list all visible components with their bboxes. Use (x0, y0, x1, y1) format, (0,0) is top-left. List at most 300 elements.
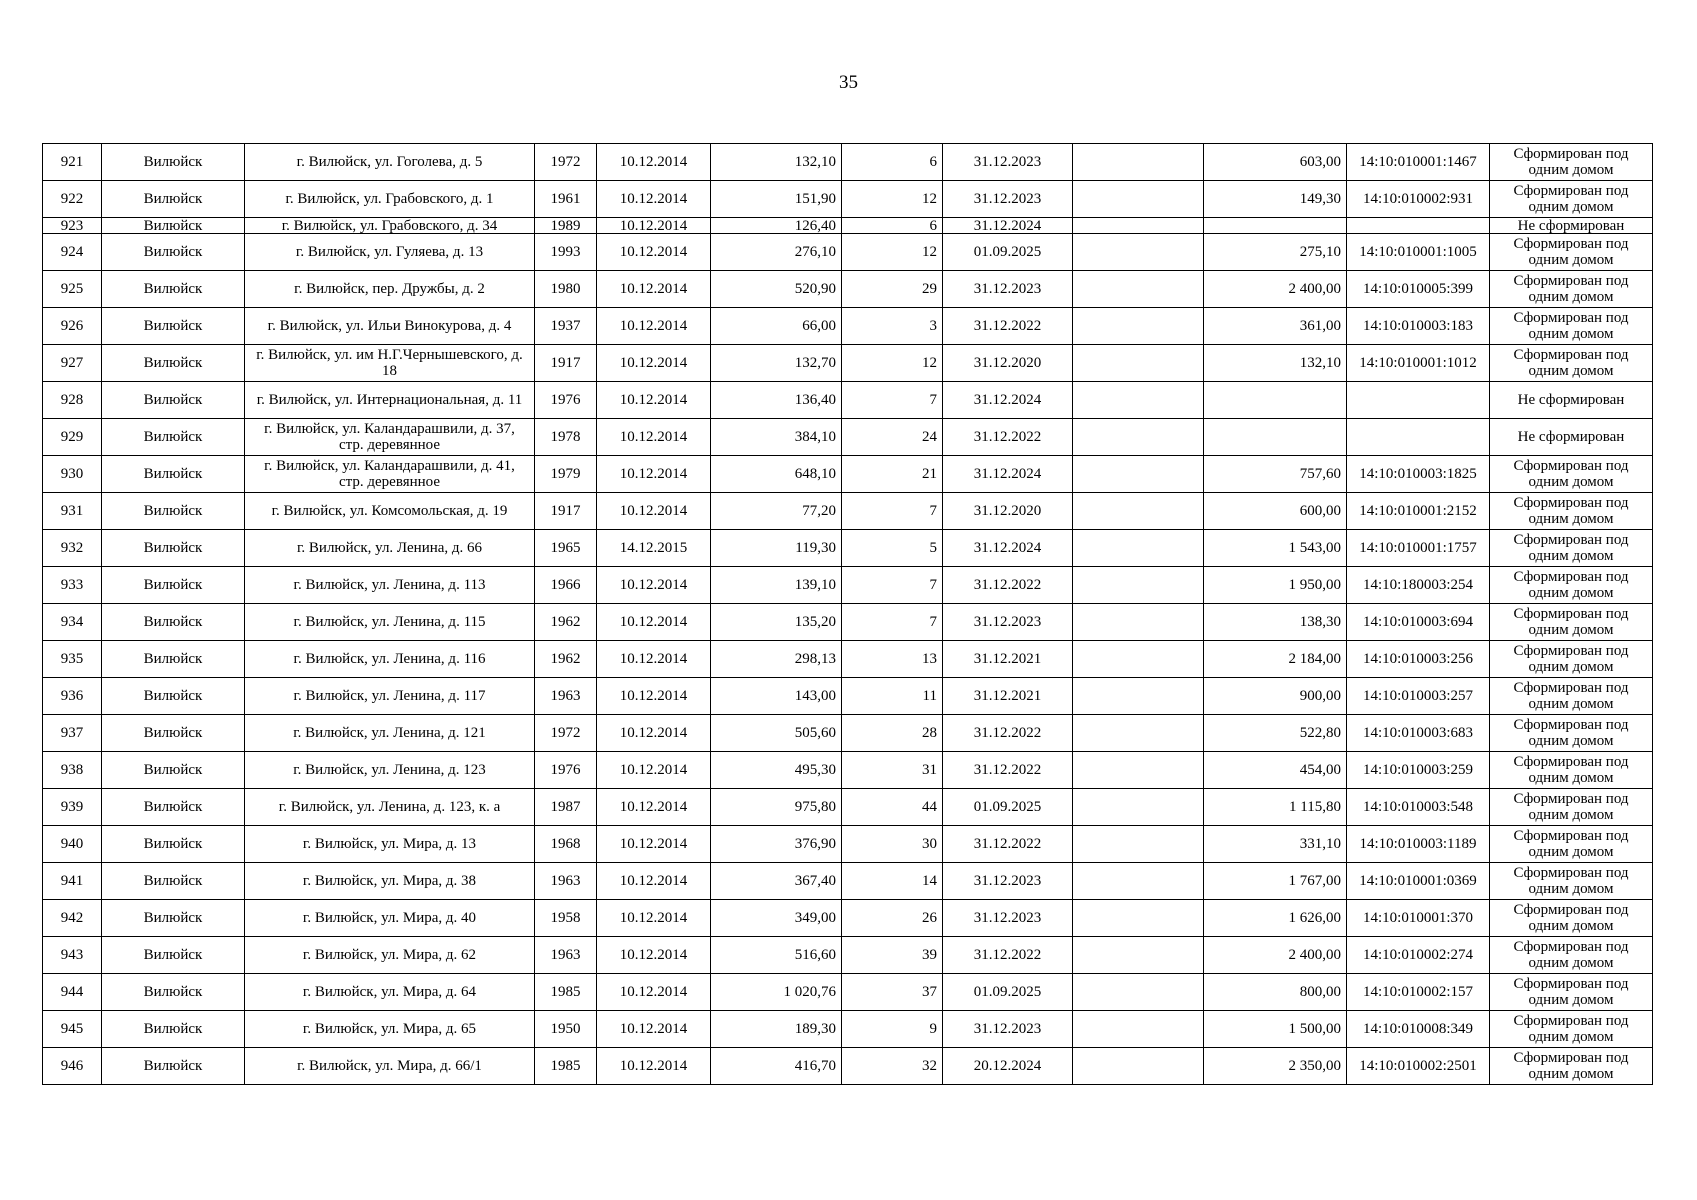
residents-cell: 3 (842, 308, 943, 345)
deadline-cell: 31.12.2021 (943, 641, 1073, 678)
blank-cell (1073, 567, 1204, 604)
residents-cell: 39 (842, 937, 943, 974)
land-area-cell: 900,00 (1204, 678, 1347, 715)
land-status-cell: Сформирован под одним домом (1490, 567, 1653, 604)
residents-cell: 5 (842, 530, 943, 567)
date-cell: 10.12.2014 (597, 937, 711, 974)
address-cell: г. Вилюйск, ул. Ленина, д. 113 (245, 567, 535, 604)
row-number: 924 (43, 234, 102, 271)
land-status-cell: Сформирован под одним домом (1490, 345, 1653, 382)
table-row (43, 308, 1653, 345)
land-area-cell: 1 543,00 (1204, 530, 1347, 567)
blank-cell (1073, 715, 1204, 752)
table-row (43, 493, 1653, 530)
land-status-cell: Сформирован под одним домом (1490, 678, 1653, 715)
year-cell: 1976 (535, 382, 597, 419)
settlement-cell: Вилюйск (102, 937, 245, 974)
residents-cell: 7 (842, 567, 943, 604)
area-cell: 132,10 (711, 144, 842, 181)
area-cell: 189,30 (711, 1011, 842, 1048)
land-area-cell: 331,10 (1204, 826, 1347, 863)
blank-cell (1073, 789, 1204, 826)
land-status-cell: Сформирован под одним домом (1490, 863, 1653, 900)
cadastral-number-cell (1347, 382, 1490, 419)
cadastral-number-cell: 14:10:180003:254 (1347, 567, 1490, 604)
row-number: 946 (43, 1048, 102, 1085)
date-cell: 10.12.2014 (597, 218, 711, 234)
settlement-cell: Вилюйск (102, 900, 245, 937)
land-status-cell: Сформирован под одним домом (1490, 181, 1653, 218)
land-area-cell: 603,00 (1204, 144, 1347, 181)
address-cell: г. Вилюйск, ул. Ленина, д. 117 (245, 678, 535, 715)
table-row (43, 144, 1653, 181)
land-status-cell: Сформирован под одним домом (1490, 789, 1653, 826)
date-cell: 10.12.2014 (597, 144, 711, 181)
settlement-cell: Вилюйск (102, 530, 245, 567)
area-cell: 1 020,76 (711, 974, 842, 1011)
cadastral-number-cell: 14:10:010003:1825 (1347, 456, 1490, 493)
table-body (43, 144, 1653, 1085)
area-cell: 384,10 (711, 419, 842, 456)
year-cell: 1962 (535, 641, 597, 678)
settlement-cell: Вилюйск (102, 218, 245, 234)
deadline-cell: 31.12.2024 (943, 530, 1073, 567)
area-cell: 376,90 (711, 826, 842, 863)
deadline-cell: 31.12.2022 (943, 308, 1073, 345)
year-cell: 1965 (535, 530, 597, 567)
residents-cell: 31 (842, 752, 943, 789)
year-cell: 1937 (535, 308, 597, 345)
land-status-cell: Сформирован под одним домом (1490, 271, 1653, 308)
cadastral-number-cell: 14:10:010001:370 (1347, 900, 1490, 937)
row-number: 929 (43, 419, 102, 456)
land-area-cell (1204, 382, 1347, 419)
area-cell: 367,40 (711, 863, 842, 900)
deadline-cell: 31.12.2022 (943, 715, 1073, 752)
deadline-cell: 31.12.2024 (943, 382, 1073, 419)
cadastral-number-cell: 14:10:010008:349 (1347, 1011, 1490, 1048)
cadastral-number-cell: 14:10:010001:1012 (1347, 345, 1490, 382)
table-row (43, 826, 1653, 863)
land-area-cell: 454,00 (1204, 752, 1347, 789)
deadline-cell: 01.09.2025 (943, 789, 1073, 826)
date-cell: 10.12.2014 (597, 1011, 711, 1048)
settlement-cell: Вилюйск (102, 271, 245, 308)
table-row (43, 604, 1653, 641)
date-cell: 10.12.2014 (597, 826, 711, 863)
area-cell: 66,00 (711, 308, 842, 345)
land-area-cell: 2 400,00 (1204, 937, 1347, 974)
blank-cell (1073, 419, 1204, 456)
page-number: 35 (839, 72, 858, 93)
land-status-cell: Не сформирован (1490, 419, 1653, 456)
area-cell: 516,60 (711, 937, 842, 974)
blank-cell (1073, 144, 1204, 181)
blank-cell (1073, 234, 1204, 271)
date-cell: 10.12.2014 (597, 900, 711, 937)
cadastral-number-cell: 14:10:010003:256 (1347, 641, 1490, 678)
deadline-cell: 31.12.2020 (943, 345, 1073, 382)
cadastral-number-cell: 14:10:010002:2501 (1347, 1048, 1490, 1085)
deadline-cell: 31.12.2023 (943, 271, 1073, 308)
row-number: 930 (43, 456, 102, 493)
row-number: 928 (43, 382, 102, 419)
area-cell: 126,40 (711, 218, 842, 234)
blank-cell (1073, 308, 1204, 345)
address-cell: г. Вилюйск, ул. Грабовского, д. 1 (245, 181, 535, 218)
land-status-cell: Не сформирован (1490, 218, 1653, 234)
area-cell: 136,40 (711, 382, 842, 419)
table-row (43, 567, 1653, 604)
address-cell: г. Вилюйск, ул. Мира, д. 64 (245, 974, 535, 1011)
land-area-cell (1204, 419, 1347, 456)
date-cell: 10.12.2014 (597, 1048, 711, 1085)
deadline-cell: 31.12.2023 (943, 144, 1073, 181)
deadline-cell: 31.12.2022 (943, 826, 1073, 863)
table-row (43, 271, 1653, 308)
land-status-cell: Сформирован под одним домом (1490, 826, 1653, 863)
land-area-cell (1204, 218, 1347, 234)
table-row (43, 789, 1653, 826)
land-status-cell: Сформирован под одним домом (1490, 530, 1653, 567)
settlement-cell: Вилюйск (102, 715, 245, 752)
cadastral-number-cell: 14:10:010003:257 (1347, 678, 1490, 715)
cadastral-number-cell: 14:10:010002:157 (1347, 974, 1490, 1011)
row-number: 921 (43, 144, 102, 181)
deadline-cell: 20.12.2024 (943, 1048, 1073, 1085)
table-row (43, 456, 1653, 493)
table-row (43, 419, 1653, 456)
address-cell: г. Вилюйск, ул. Ленина, д. 115 (245, 604, 535, 641)
row-number: 941 (43, 863, 102, 900)
land-status-cell: Сформирован под одним домом (1490, 641, 1653, 678)
settlement-cell: Вилюйск (102, 419, 245, 456)
land-status-cell: Сформирован под одним домом (1490, 900, 1653, 937)
address-cell: г. Вилюйск, ул. Мира, д. 62 (245, 937, 535, 974)
address-cell: г. Вилюйск, ул. Ленина, д. 121 (245, 715, 535, 752)
residents-cell: 12 (842, 345, 943, 382)
settlement-cell: Вилюйск (102, 345, 245, 382)
deadline-cell: 31.12.2022 (943, 937, 1073, 974)
settlement-cell: Вилюйск (102, 974, 245, 1011)
land-status-cell: Сформирован под одним домом (1490, 308, 1653, 345)
settlement-cell: Вилюйск (102, 1011, 245, 1048)
row-number: 935 (43, 641, 102, 678)
land-area-cell: 138,30 (1204, 604, 1347, 641)
address-cell: г. Вилюйск, ул. им Н.Г.Чернышевского, д. 18 (245, 345, 535, 382)
deadline-cell: 31.12.2023 (943, 1011, 1073, 1048)
row-number: 933 (43, 567, 102, 604)
table-row (43, 937, 1653, 974)
settlement-cell: Вилюйск (102, 567, 245, 604)
blank-cell (1073, 218, 1204, 234)
settlement-cell: Вилюйск (102, 1048, 245, 1085)
year-cell: 1961 (535, 181, 597, 218)
date-cell: 10.12.2014 (597, 345, 711, 382)
area-cell: 975,80 (711, 789, 842, 826)
table-row (43, 974, 1653, 1011)
address-cell: г. Вилюйск, ул. Ленина, д. 123, к. а (245, 789, 535, 826)
residents-cell: 11 (842, 678, 943, 715)
blank-cell (1073, 826, 1204, 863)
residents-cell: 14 (842, 863, 943, 900)
blank-cell (1073, 456, 1204, 493)
cadastral-number-cell: 14:10:010001:1005 (1347, 234, 1490, 271)
address-cell: г. Вилюйск, ул. Мира, д. 13 (245, 826, 535, 863)
blank-cell (1073, 678, 1204, 715)
table-row (43, 181, 1653, 218)
land-area-cell: 132,10 (1204, 345, 1347, 382)
cadastral-number-cell: 14:10:010001:1757 (1347, 530, 1490, 567)
residents-cell: 6 (842, 144, 943, 181)
row-number: 927 (43, 345, 102, 382)
residents-cell: 29 (842, 271, 943, 308)
land-area-cell: 1 626,00 (1204, 900, 1347, 937)
deadline-cell: 31.12.2020 (943, 493, 1073, 530)
area-cell: 416,70 (711, 1048, 842, 1085)
land-status-cell: Сформирован под одним домом (1490, 752, 1653, 789)
year-cell: 1968 (535, 826, 597, 863)
land-area-cell: 2 400,00 (1204, 271, 1347, 308)
address-cell: г. Вилюйск, ул. Ленина, д. 123 (245, 752, 535, 789)
date-cell: 10.12.2014 (597, 567, 711, 604)
deadline-cell: 31.12.2022 (943, 752, 1073, 789)
area-cell: 135,20 (711, 604, 842, 641)
year-cell: 1993 (535, 234, 597, 271)
date-cell: 10.12.2014 (597, 382, 711, 419)
land-status-cell: Сформирован под одним домом (1490, 234, 1653, 271)
land-status-cell: Сформирован под одним домом (1490, 1011, 1653, 1048)
date-cell: 10.12.2014 (597, 678, 711, 715)
row-number: 932 (43, 530, 102, 567)
residents-cell: 9 (842, 1011, 943, 1048)
settlement-cell: Вилюйск (102, 678, 245, 715)
date-cell: 10.12.2014 (597, 863, 711, 900)
residents-cell: 32 (842, 1048, 943, 1085)
table-row (43, 1011, 1653, 1048)
residents-cell: 12 (842, 181, 943, 218)
cadastral-number-cell: 14:10:010003:1189 (1347, 826, 1490, 863)
address-cell: г. Вилюйск, ул. Мира, д. 40 (245, 900, 535, 937)
settlement-cell: Вилюйск (102, 308, 245, 345)
land-area-cell: 522,80 (1204, 715, 1347, 752)
blank-cell (1073, 641, 1204, 678)
area-cell: 77,20 (711, 493, 842, 530)
area-cell: 132,70 (711, 345, 842, 382)
deadline-cell: 31.12.2023 (943, 604, 1073, 641)
area-cell: 495,30 (711, 752, 842, 789)
row-number: 938 (43, 752, 102, 789)
year-cell: 1980 (535, 271, 597, 308)
deadline-cell: 31.12.2024 (943, 218, 1073, 234)
row-number: 922 (43, 181, 102, 218)
cadastral-number-cell: 14:10:010001:2152 (1347, 493, 1490, 530)
settlement-cell: Вилюйск (102, 493, 245, 530)
date-cell: 10.12.2014 (597, 456, 711, 493)
cadastral-number-cell: 14:10:010003:259 (1347, 752, 1490, 789)
cadastral-number-cell: 14:10:010003:683 (1347, 715, 1490, 752)
table-row (43, 678, 1653, 715)
date-cell: 10.12.2014 (597, 974, 711, 1011)
settlement-cell: Вилюйск (102, 641, 245, 678)
blank-cell (1073, 1048, 1204, 1085)
land-status-cell: Сформирован под одним домом (1490, 493, 1653, 530)
area-cell: 298,13 (711, 641, 842, 678)
year-cell: 1978 (535, 419, 597, 456)
cadastral-number-cell (1347, 419, 1490, 456)
land-area-cell: 149,30 (1204, 181, 1347, 218)
row-number: 939 (43, 789, 102, 826)
year-cell: 1989 (535, 218, 597, 234)
residents-cell: 30 (842, 826, 943, 863)
address-cell: г. Вилюйск, ул. Ленина, д. 66 (245, 530, 535, 567)
land-area-cell: 1 500,00 (1204, 1011, 1347, 1048)
area-cell: 139,10 (711, 567, 842, 604)
settlement-cell: Вилюйск (102, 181, 245, 218)
address-cell: г. Вилюйск, ул. Мира, д. 66/1 (245, 1048, 535, 1085)
blank-cell (1073, 604, 1204, 641)
table-row (43, 863, 1653, 900)
row-number: 934 (43, 604, 102, 641)
year-cell: 1917 (535, 493, 597, 530)
year-cell: 1987 (535, 789, 597, 826)
cadastral-number-cell: 14:10:010005:399 (1347, 271, 1490, 308)
address-cell: г. Вилюйск, ул. Грабовского, д. 34 (245, 218, 535, 234)
row-number: 942 (43, 900, 102, 937)
date-cell: 14.12.2015 (597, 530, 711, 567)
table-row (43, 234, 1653, 271)
deadline-cell: 31.12.2023 (943, 900, 1073, 937)
cadastral-number-cell: 14:10:010003:694 (1347, 604, 1490, 641)
deadline-cell: 31.12.2022 (943, 567, 1073, 604)
residents-cell: 24 (842, 419, 943, 456)
date-cell: 10.12.2014 (597, 789, 711, 826)
housing-registry-table (42, 143, 1653, 1085)
address-cell: г. Вилюйск, ул. Интернациональная, д. 11 (245, 382, 535, 419)
date-cell: 10.12.2014 (597, 752, 711, 789)
land-area-cell: 275,10 (1204, 234, 1347, 271)
land-area-cell: 2 184,00 (1204, 641, 1347, 678)
date-cell: 10.12.2014 (597, 308, 711, 345)
row-number: 940 (43, 826, 102, 863)
address-cell: г. Вилюйск, ул. Ильи Винокурова, д. 4 (245, 308, 535, 345)
blank-cell (1073, 493, 1204, 530)
year-cell: 1966 (535, 567, 597, 604)
year-cell: 1976 (535, 752, 597, 789)
land-status-cell: Сформирован под одним домом (1490, 1048, 1653, 1085)
area-cell: 648,10 (711, 456, 842, 493)
land-area-cell: 1 767,00 (1204, 863, 1347, 900)
deadline-cell: 31.12.2024 (943, 456, 1073, 493)
date-cell: 10.12.2014 (597, 493, 711, 530)
address-cell: г. Вилюйск, ул. Комсомольская, д. 19 (245, 493, 535, 530)
deadline-cell: 01.09.2025 (943, 974, 1073, 1011)
residents-cell: 12 (842, 234, 943, 271)
date-cell: 10.12.2014 (597, 181, 711, 218)
table-row (43, 715, 1653, 752)
address-cell: г. Вилюйск, ул. Каландарашвили, д. 41, стр. деревянное (245, 456, 535, 493)
deadline-cell: 31.12.2023 (943, 181, 1073, 218)
deadline-cell: 31.12.2023 (943, 863, 1073, 900)
settlement-cell: Вилюйск (102, 863, 245, 900)
blank-cell (1073, 937, 1204, 974)
row-number: 931 (43, 493, 102, 530)
area-cell: 276,10 (711, 234, 842, 271)
year-cell: 1950 (535, 1011, 597, 1048)
date-cell: 10.12.2014 (597, 271, 711, 308)
land-area-cell: 1 950,00 (1204, 567, 1347, 604)
deadline-cell: 31.12.2022 (943, 419, 1073, 456)
year-cell: 1979 (535, 456, 597, 493)
table-row (43, 382, 1653, 419)
residents-cell: 13 (842, 641, 943, 678)
row-number: 923 (43, 218, 102, 234)
residents-cell: 6 (842, 218, 943, 234)
cadastral-number-cell: 14:10:010003:548 (1347, 789, 1490, 826)
address-cell: г. Вилюйск, ул. Каландарашвили, д. 37, стр. деревянное (245, 419, 535, 456)
year-cell: 1985 (535, 1048, 597, 1085)
blank-cell (1073, 345, 1204, 382)
date-cell: 10.12.2014 (597, 641, 711, 678)
blank-cell (1073, 382, 1204, 419)
row-number: 937 (43, 715, 102, 752)
deadline-cell: 01.09.2025 (943, 234, 1073, 271)
address-cell: г. Вилюйск, ул. Гуляева, д. 13 (245, 234, 535, 271)
land-status-cell: Сформирован под одним домом (1490, 715, 1653, 752)
row-number: 936 (43, 678, 102, 715)
date-cell: 10.12.2014 (597, 419, 711, 456)
year-cell: 1963 (535, 863, 597, 900)
land-area-cell: 1 115,80 (1204, 789, 1347, 826)
table-row (43, 218, 1653, 234)
year-cell: 1963 (535, 678, 597, 715)
area-cell: 505,60 (711, 715, 842, 752)
table-row (43, 641, 1653, 678)
date-cell: 10.12.2014 (597, 715, 711, 752)
residents-cell: 44 (842, 789, 943, 826)
cadastral-number-cell: 14:10:010002:931 (1347, 181, 1490, 218)
land-area-cell: 361,00 (1204, 308, 1347, 345)
year-cell: 1958 (535, 900, 597, 937)
row-number: 945 (43, 1011, 102, 1048)
year-cell: 1917 (535, 345, 597, 382)
blank-cell (1073, 181, 1204, 218)
table-row (43, 900, 1653, 937)
land-status-cell: Сформирован под одним домом (1490, 144, 1653, 181)
settlement-cell: Вилюйск (102, 144, 245, 181)
table-row (43, 530, 1653, 567)
residents-cell: 7 (842, 604, 943, 641)
address-cell: г. Вилюйск, ул. Ленина, д. 116 (245, 641, 535, 678)
land-status-cell: Не сформирован (1490, 382, 1653, 419)
row-number: 943 (43, 937, 102, 974)
deadline-cell: 31.12.2021 (943, 678, 1073, 715)
area-cell: 349,00 (711, 900, 842, 937)
land-status-cell: Сформирован под одним домом (1490, 604, 1653, 641)
year-cell: 1972 (535, 715, 597, 752)
settlement-cell: Вилюйск (102, 789, 245, 826)
residents-cell: 7 (842, 493, 943, 530)
address-cell: г. Вилюйск, ул. Гоголева, д. 5 (245, 144, 535, 181)
cadastral-number-cell: 14:10:010001:0369 (1347, 863, 1490, 900)
area-cell: 143,00 (711, 678, 842, 715)
address-cell: г. Вилюйск, ул. Мира, д. 65 (245, 1011, 535, 1048)
cadastral-number-cell (1347, 218, 1490, 234)
land-area-cell: 800,00 (1204, 974, 1347, 1011)
blank-cell (1073, 1011, 1204, 1048)
row-number: 944 (43, 974, 102, 1011)
area-cell: 119,30 (711, 530, 842, 567)
